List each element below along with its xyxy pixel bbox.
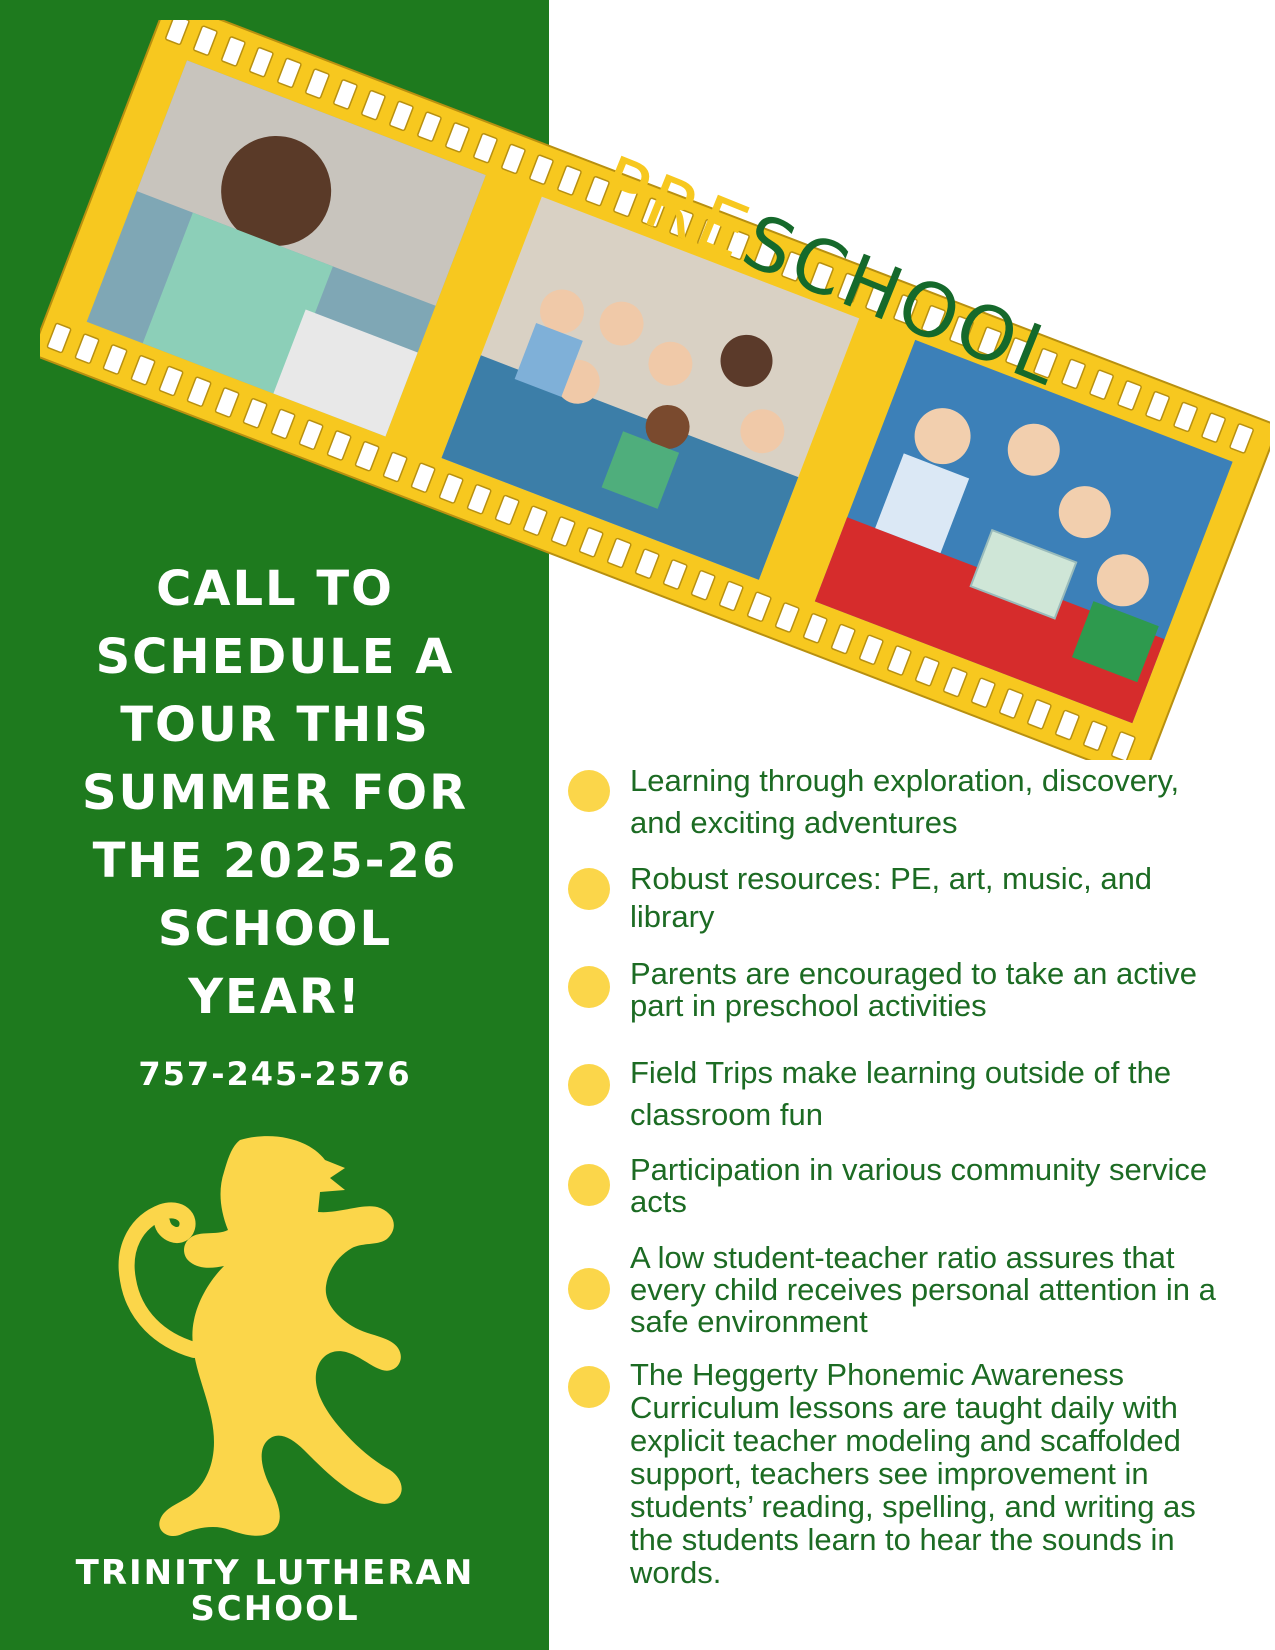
- feature-text: Robust resources: PE, art, music, and library: [630, 861, 1153, 934]
- feature-text: The Heggerty Phonemic Awareness Curriculum lessons are taught daily with explicit teacher modeling and scaffolded support, teachers see improvement in students’ reading, spelling, and writing as the students learn to hear the sounds in words.: [630, 1357, 1196, 1590]
- bullet-dot-icon: [568, 1064, 610, 1106]
- title-pre: PRE: [587, 140, 764, 278]
- feature-text: A low student-teacher ratio assures that every child receives personal attention in a safe environment: [630, 1240, 1216, 1339]
- lion-rampant-icon: [90, 1130, 450, 1550]
- bullet-dot-icon: [568, 868, 610, 910]
- cta-line: SCHEDULE A: [95, 629, 455, 685]
- bullet-dot-icon: [568, 770, 610, 812]
- school-name-line1: TRINITY LUTHERAN: [75, 1553, 475, 1593]
- feature-text: Parents are encouraged to take an active part in preschool activities: [630, 956, 1197, 1023]
- cta-line: CALL TO: [156, 561, 394, 617]
- bullet-dot-icon: [568, 1268, 610, 1310]
- feature-list: [568, 0, 1268, 1650]
- call-to-action: [20, 555, 530, 1031]
- bullet-dot-icon: [568, 1164, 610, 1206]
- school-name: [20, 1555, 530, 1627]
- title-school: SCHOOL: [731, 197, 1076, 404]
- cta-line: THE 2025-26: [92, 833, 458, 889]
- feature-text: Participation in various community service acts: [630, 1152, 1208, 1219]
- cta-line: SCHOOL: [157, 901, 393, 957]
- cta-line: SUMMER FOR: [81, 765, 469, 821]
- feature-text: Learning through exploration, discovery, and exciting adventures: [630, 763, 1180, 840]
- school-name-line2: SCHOOL: [190, 1589, 360, 1629]
- feature-text: Field Trips make learning outside of the classroom fun: [630, 1055, 1172, 1132]
- cta-line: YEAR!: [188, 969, 362, 1025]
- cta-line: TOUR THIS: [120, 697, 430, 753]
- bullet-dot-icon: [568, 966, 610, 1008]
- phone-number[interactable]: 757-245-2576: [138, 1055, 412, 1093]
- bullet-dot-icon: [568, 1366, 610, 1408]
